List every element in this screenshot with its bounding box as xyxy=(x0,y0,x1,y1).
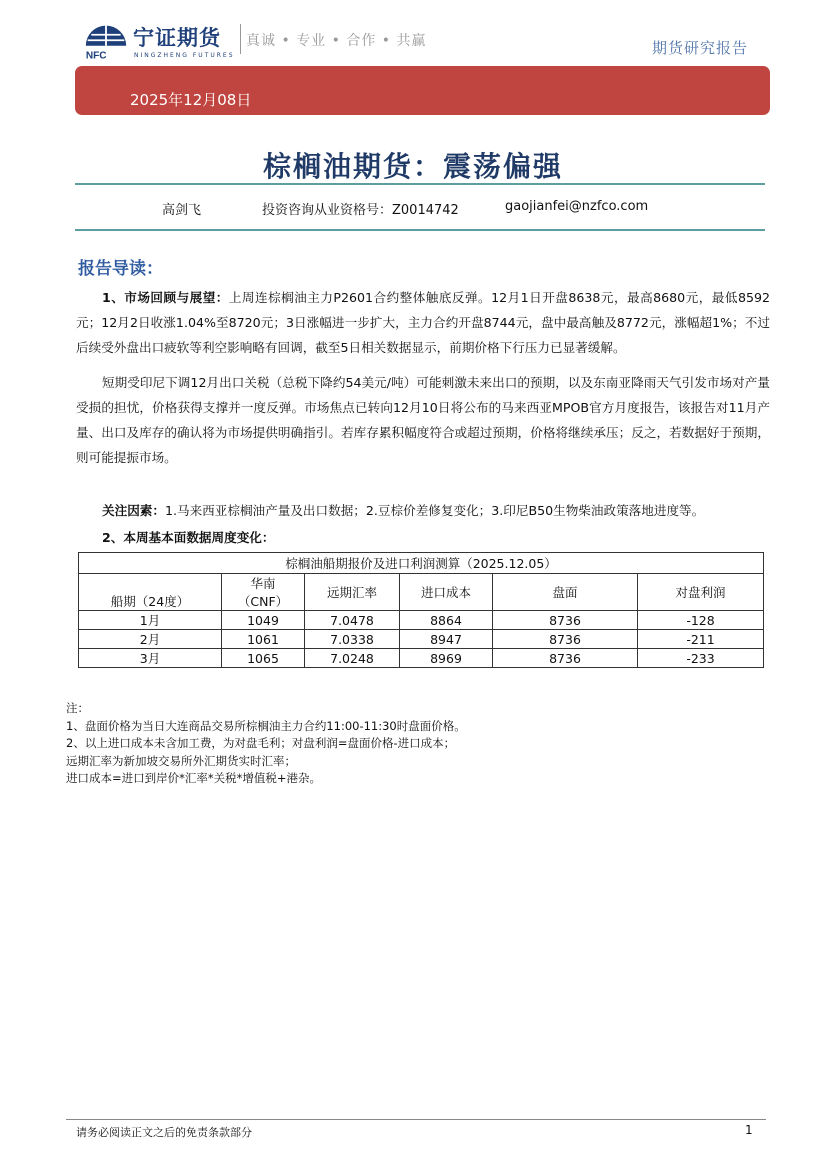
table-cell: 1月 xyxy=(79,611,222,630)
column-header: 对盘利润 xyxy=(638,574,764,611)
divider xyxy=(75,183,765,185)
report-date: 2025年12月08日 xyxy=(130,91,252,109)
notes xyxy=(66,700,770,788)
table-cell: -211 xyxy=(638,630,764,649)
import-profit-table xyxy=(78,552,764,668)
page-number: 1 xyxy=(745,1123,753,1137)
footer-disclaimer: 请务必阅读正文之后的免责条款部分 xyxy=(76,1126,252,1139)
table-cell: 2月 xyxy=(79,630,222,649)
focus-paragraph xyxy=(76,500,770,521)
column-header: 进口成本 xyxy=(400,574,493,611)
brand-name: 宁证期货 xyxy=(133,25,221,50)
brand-name-en: NINGZHENG FUTURES xyxy=(134,52,235,59)
paragraph-text: 上周连棕榈油主力P2601合约整体触底反弹。12月1日开盘8638元，最高8680元，最低8592元；12月2日收涨1.04%至8720元；3日涨幅进一步扩大，主力合约开盘8744元，盘中最高触及8772元，涨幅超1%；不过后续受外盘出口疲软等利空影响略有回调，截至5日相关数据显示，前期价格下行压力已显著缓解。 xyxy=(76,290,770,355)
slogan: 真诚 • 专业 • 合作 • 共赢 xyxy=(246,33,427,49)
table-caption: 棕榈油船期报价及进口利润测算（2025.12.05） xyxy=(79,553,764,574)
document-type: 期货研究报告 xyxy=(652,39,749,57)
author-email[interactable]: gaojianfei@nzfco.com xyxy=(505,199,649,214)
table-header-row xyxy=(79,574,764,611)
table-cell: 1061 xyxy=(222,630,305,649)
table-row xyxy=(79,611,764,630)
column-header: 盘面 xyxy=(493,574,638,611)
column-header: 华南 （CNF） xyxy=(222,574,305,611)
nfc-logo-icon xyxy=(84,22,128,64)
note-line: 1、盘面价格为当日大连商品交易所棕榈油主力合约11:00-11:30时盘面价格。 xyxy=(66,718,466,733)
column-header: 船期（24度） xyxy=(79,574,222,611)
column-header: 远期汇率 xyxy=(305,574,400,611)
section-heading: 2、本周基本面数据周度变化： xyxy=(102,530,275,545)
table-cell: 7.0338 xyxy=(305,630,400,649)
table-row xyxy=(79,649,764,668)
table-cell: 8736 xyxy=(493,611,638,630)
author-cert: 投资咨询从业资格号：Z0014742 xyxy=(262,203,459,218)
footer-divider xyxy=(66,1119,766,1120)
divider xyxy=(240,24,241,54)
table-cell: 8736 xyxy=(493,649,638,668)
market-review-paragraph xyxy=(76,285,770,360)
note-line: 进口成本=进口到岸价*汇率*关税*增值税+港杂。 xyxy=(66,771,322,785)
table-cell: 8864 xyxy=(400,611,493,630)
section-heading: 报告导读： xyxy=(78,259,163,279)
svg-text:NFC: NFC xyxy=(85,50,107,62)
section-label: 1、市场回顾与展望： xyxy=(102,290,229,305)
table-cell: 7.0478 xyxy=(305,611,400,630)
section-label: 关注因素： xyxy=(102,503,165,518)
table-cell: 1065 xyxy=(222,649,305,668)
report-body xyxy=(66,285,770,788)
paragraph-text: 1.马来西亚棕榈油产量及出口数据；2.豆棕价差修复变化；3.印尼B50生物柴油政策落地进度等。 xyxy=(164,503,705,518)
table-cell: 1049 xyxy=(222,611,305,630)
table-cell: 3月 xyxy=(79,649,222,668)
note-line: 2、以上进口成本未含加工费，为对盘毛利；对盘利润=盘面价格-进口成本； xyxy=(66,736,456,750)
note-line: 远期汇率为新加坡交易所外汇期货实时汇率； xyxy=(66,753,296,768)
table-cell: 8736 xyxy=(493,630,638,649)
table-cell: 8969 xyxy=(400,649,493,668)
table-cell: 8947 xyxy=(400,630,493,649)
table-row xyxy=(79,630,764,649)
table-cell: 7.0248 xyxy=(305,649,400,668)
divider xyxy=(75,229,765,231)
page-title: 棕榈油期货：震荡偏强 xyxy=(262,150,563,183)
outlook-paragraph: 短期受印尼下调12月出口关税（总税下降约54美元/吨）可能刺激未来出口的预期，以及东南亚降雨天气引发市场对产量受损的担忧，价格获得支撑并一度反弹。市场焦点已转向12月10日将公布的马来西亚MPOB官方月度报告，该报告对11月产量、出口及库存的确认将为市场提供明确指引。若库存累积幅度符合或超过预期，价格将继续承压；反之，若数据好于预期，则可能提振市场。 xyxy=(76,375,770,465)
note-line: 注： xyxy=(66,701,89,715)
table-cell: -128 xyxy=(638,611,764,630)
author-name: 高剑飞 xyxy=(162,203,202,218)
table-cell: -233 xyxy=(638,649,764,668)
